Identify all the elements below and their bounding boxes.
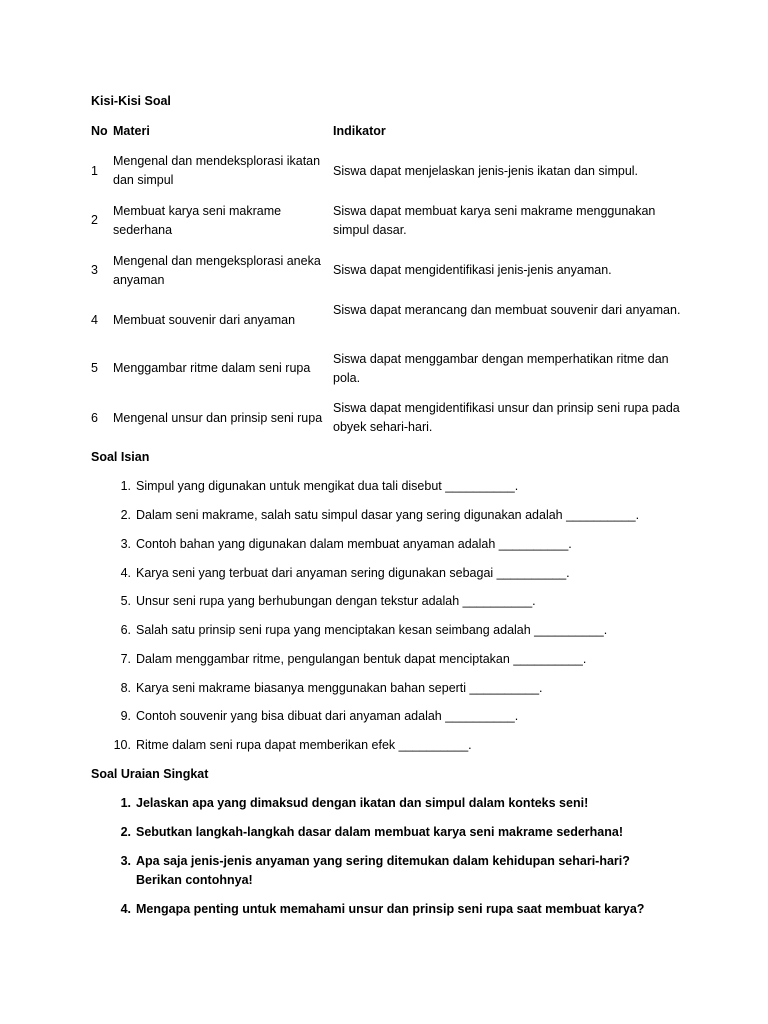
question-number: 2. xyxy=(120,825,131,839)
question-number: 3. xyxy=(120,854,131,868)
table-row-no: 1 xyxy=(91,164,98,178)
question-text: Simpul yang digunakan untuk mengikat dua tali disebut __________. xyxy=(136,479,519,493)
table-row-indikator: Siswa dapat mengidentifikasi unsur dan prinsip seni rupa pada obyek sehari-hari. xyxy=(333,401,680,434)
question-text: Dalam menggambar ritme, pengulangan bentuk dapat menciptakan __________. xyxy=(136,652,587,666)
question-number: 4. xyxy=(120,566,131,580)
page-title: Kisi-Kisi Soal xyxy=(91,94,171,108)
table-row-indikator: Siswa dapat mengidentifikasi jenis-jenis anyaman. xyxy=(333,263,612,277)
question-number: 6. xyxy=(120,623,131,637)
question-text: Ritme dalam seni rupa dapat memberikan efek __________. xyxy=(136,738,472,752)
question-number: 7. xyxy=(120,652,131,666)
question-number: 10. xyxy=(113,738,131,752)
table-row-indikator: Siswa dapat merancang dan membuat souvenir dari anyaman. xyxy=(333,303,681,317)
table-row-no: 5 xyxy=(91,361,98,375)
question-text: Dalam seni makrame, salah satu simpul dasar yang sering digunakan adalah __________. xyxy=(136,508,640,522)
table-row-materi: Mengenal unsur dan prinsip seni rupa xyxy=(113,411,323,425)
table-header-no: No xyxy=(91,124,108,138)
question-number: 1. xyxy=(120,479,131,493)
question-number: 4. xyxy=(120,902,131,916)
table-header-materi: Materi xyxy=(113,124,150,138)
question-number: 3. xyxy=(120,537,131,551)
table-row-materi: Menggambar ritme dalam seni rupa xyxy=(113,361,311,375)
question-number: 2. xyxy=(120,508,131,522)
question-text: Karya seni makrame biasanya menggunakan bahan seperti __________. xyxy=(136,681,543,695)
table-row-no: 6 xyxy=(91,411,98,425)
table-row-no: 3 xyxy=(91,263,98,277)
table-row-materi: Mengenal dan mengeksplorasi aneka anyaman xyxy=(113,254,321,287)
table-row-materi: Membuat souvenir dari anyaman xyxy=(113,313,296,327)
question-text: Contoh bahan yang digunakan dalam membuat anyaman adalah __________. xyxy=(136,537,572,551)
question-number: 5. xyxy=(120,594,131,608)
question-text: Sebutkan langkah-langkah dasar dalam membuat karya seni makrame sederhana! xyxy=(136,825,624,839)
question-text: Jelaskan apa yang dimaksud dengan ikatan dan simpul dalam konteks seni! xyxy=(136,796,589,810)
question-number: 1. xyxy=(120,796,131,810)
question-number: 9. xyxy=(120,709,131,723)
table-row-no: 4 xyxy=(91,313,98,327)
table-row-materi: Membuat karya seni makrame sederhana xyxy=(113,204,282,237)
section-heading-soal-uraian: Soal Uraian Singkat xyxy=(91,767,209,781)
question-number: 8. xyxy=(120,681,131,695)
question-text: Contoh souvenir yang bisa dibuat dari anyaman adalah __________. xyxy=(136,709,519,723)
table-row-indikator: Siswa dapat menggambar dengan memperhatikan ritme dan pola. xyxy=(333,352,669,385)
table-row-indikator: Siswa dapat menjelaskan jenis-jenis ikatan dan simpul. xyxy=(333,164,639,178)
question-text: Karya seni yang terbuat dari anyaman sering digunakan sebagai __________. xyxy=(136,566,570,580)
section-heading-soal-isian: Soal Isian xyxy=(91,450,150,464)
question-text: Mengapa penting untuk memahami unsur dan prinsip seni rupa saat membuat karya? xyxy=(136,902,645,916)
table-row-no: 2 xyxy=(91,213,98,227)
table-header-indikator: Indikator xyxy=(333,124,386,138)
question-text: Salah satu prinsip seni rupa yang menciptakan kesan seimbang adalah __________. xyxy=(136,623,608,637)
question-text: Apa saja jenis-jenis anyaman yang sering ditemukan dalam kehidupan sehari-hari? Berikan contohnya! xyxy=(136,854,630,887)
table-row-indikator: Siswa dapat membuat karya seni makrame menggunakan simpul dasar. xyxy=(333,204,656,237)
table-row-materi: Mengenal dan mendeksplorasi ikatan dan simpul xyxy=(113,154,321,187)
question-text: Unsur seni rupa yang berhubungan dengan tekstur adalah __________. xyxy=(136,594,536,608)
